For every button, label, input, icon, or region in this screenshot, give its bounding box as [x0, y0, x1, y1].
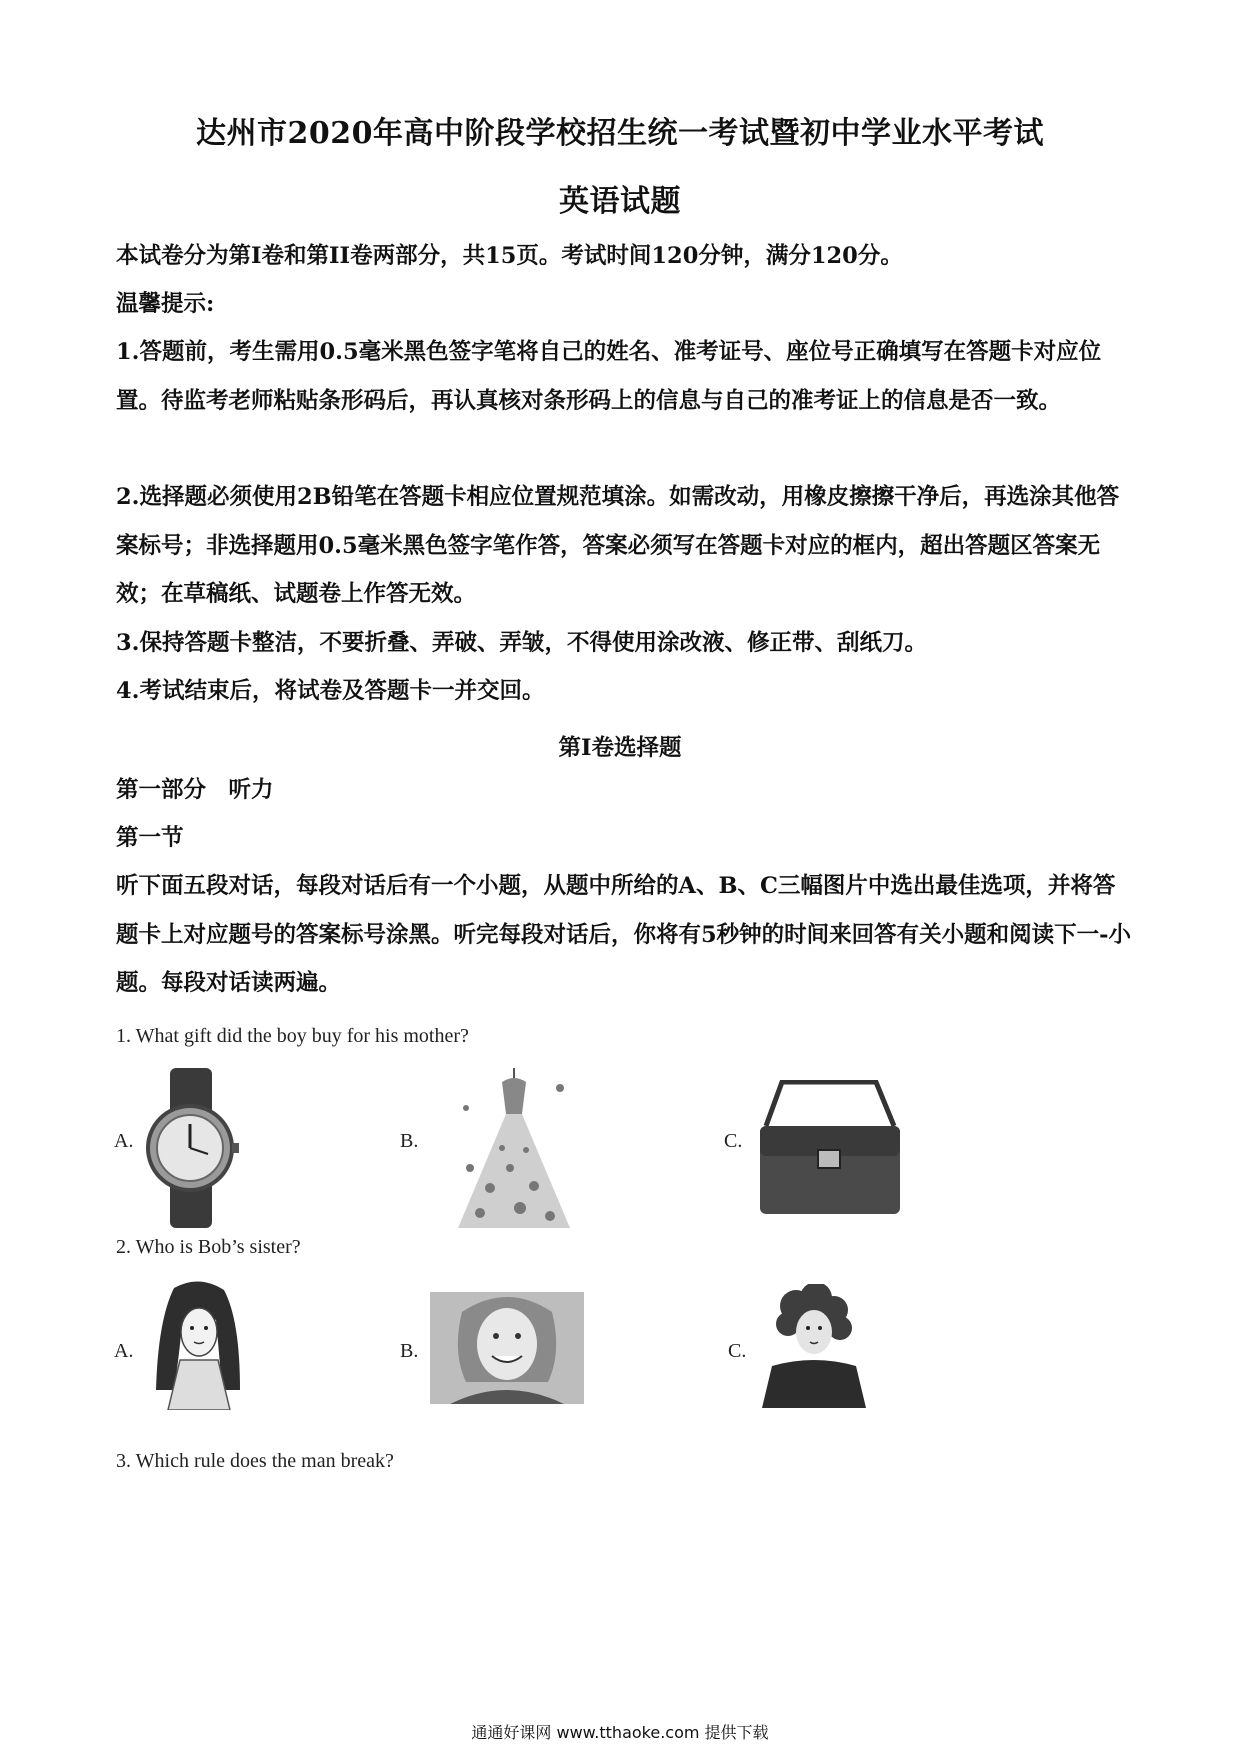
part-heading: 第一部分 听力	[116, 777, 274, 803]
page-footer: 通通好课网 www.tthaoke.com 提供下载	[471, 1723, 769, 1742]
tip-item-1: 1.答题前，考生需用0.5毫米黑色签字笔将自己的姓名、准考证号、座位号正确填写在答题卡对应位置。待监考老师粘贴条形码后，再认真核对条形码上的信息与自己的准考证上的信息是否一致。	[116, 339, 1102, 414]
long-hair-girl-icon	[144, 1280, 254, 1410]
exam-title: 达州市2020年高中阶段学校招生统一考试暨初中学业水平考试	[196, 116, 1044, 151]
curly-hair-woman-icon	[752, 1284, 872, 1408]
q2-option-c-label: C.	[728, 1340, 747, 1362]
question-3: 3. Which rule does the man break?	[116, 1450, 394, 1472]
listening-instructions: 听下面五段对话，每段对话后有一个小题，从题中所给的A、B、C三幅图片中选出最佳选项，并将答题卡上对应题号的答案标号涂黑。听完每段对话后，你将有5秒钟的时间来回答有关小题和阅读下一-小题。每段对话读两遍。	[116, 873, 1131, 996]
question-1: 1. What gift did the boy buy for his mother?	[116, 1025, 469, 1047]
q1-option-c-label: C.	[724, 1130, 743, 1152]
question-2: 2. Who is Bob’s sister?	[116, 1236, 301, 1258]
exam-intro: 本试卷分为第I卷和第II卷两部分，共15页。考试时间120分钟，满分120分。	[116, 243, 903, 269]
wristwatch-icon	[140, 1068, 240, 1228]
exam-subtitle: 英语试题	[559, 184, 681, 219]
tip-item-2: 2.选择题必须使用2B铅笔在答题卡相应位置规范填涂。如需改动，用橡皮擦擦干净后，再选涂其他答案标号；非选择题用0.5毫米黑色签字笔作答，答案必须写在答题卡对应的框内，超出答题区答案无效；在草稿纸、试题卷上作答无效。	[116, 484, 1120, 607]
tip-item-3: 3.保持答题卡整洁，不要折叠、弄破、弄皱，不得使用涂改液、修正带、刮纸刀。	[116, 630, 927, 656]
smiling-woman-icon	[430, 1292, 584, 1404]
q2-option-b-label: B.	[400, 1340, 419, 1362]
flower-dress-icon	[450, 1068, 580, 1238]
volume-heading: 第I卷选择题	[558, 735, 682, 761]
tips-heading: 温馨提示:	[116, 291, 215, 317]
section-heading: 第一节	[116, 825, 184, 851]
handbag-icon	[752, 1080, 912, 1220]
q2-option-a-label: A.	[114, 1340, 134, 1362]
q1-option-a-label: A.	[114, 1130, 134, 1152]
tip-item-4: 4.考试结束后，将试卷及答题卡一并交回。	[116, 678, 545, 704]
q1-option-b-label: B.	[400, 1130, 419, 1152]
